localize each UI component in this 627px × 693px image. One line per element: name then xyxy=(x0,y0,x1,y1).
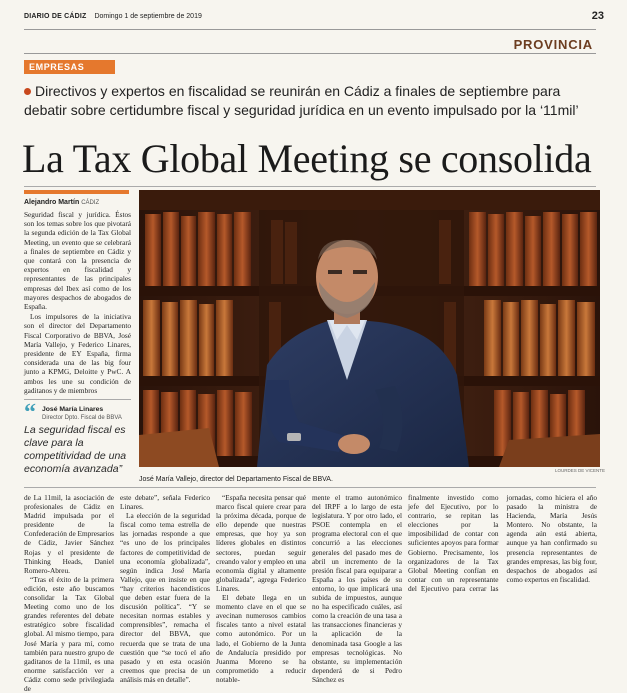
section-rule xyxy=(24,53,596,54)
photo-illustration xyxy=(139,190,600,467)
headline: La Tax Global Meeting se consolida xyxy=(22,136,592,181)
intro-column xyxy=(24,210,131,396)
body-paragraph: finalmente investido como jefe del Ejecutivo, por lo contrario, se repitan las elecciones por la imposibilidad de contar con suficientes apoyos para formar Gobierno. Precisamente, los organizadores de la Tax Global Meeting confían en contar con un representante del Ejecutivo para cerrar las jornadas, como hiciera el año pasado la ministra de Hacienda, María Jesús Montero. No obstante, la agenda aún está abierta, aunque ya han confirmado su presencia representantes de grandes empresas, las big four, despachos de abogados así como expertos en fiscalidad. xyxy=(408,493,597,593)
body-paragraph: mente el tramo autonómico del IRPF a lo largo de esta legislatura. Y por otro lado, el PSOE contempla en el programa electoral con el que concurrió a las elecciones generales del pasado mes de abril un incremento de la presión fiscal para equiparar a España a los países de su entorno, lo que implicará una subida de impuestos, aunque no ha especificado cuáles, así como la creación de una tasa a las transacciones financieras y la aplicación de la denominada tasa Google a las empresas tecnológicas. No obstante, su implementación dependerá de si Pedro Sánchez es xyxy=(312,493,402,684)
body-paragraph: El debate llega en un momento clave en el que se avecinan numerosos cambios fiscales tanto a nivel estatal como autonómico. Por un lado, el Gobierno de la Junta de Andalucía presidido por Juanma Moreno se ha comprometido a reducir notable- xyxy=(216,593,306,684)
quote-name: José María Linares xyxy=(42,406,104,413)
body-rule xyxy=(24,487,596,488)
intro-paragraph: Los impulsores de la iniciativa son el director del Departamento Fiscal Corporativo de BBVA, José María Vallejo, y Federico Linares, presidente de EY España, firma considerada una de las big four junto a KPMG, Deloitte y PwC. A ambos les une su condición de gaditanos y de miembros xyxy=(24,312,131,395)
intro-paragraph: Seguridad fiscal y jurídica. Éstos son los temas sobre los que pivotará la segunda edición de la Tax Global Meeting, un evento que se celebrará a finales de septiembre en Cádiz y que contará con la presencia de expertos en fiscalidad y representantes de las principales empresas del Ibex así como de los mayores despachos de abogados de España. xyxy=(24,210,131,312)
body-paragraph: este debate”, señala Federico Linares. xyxy=(120,493,210,512)
bullet-dot-icon xyxy=(24,88,31,95)
kicker xyxy=(24,82,599,120)
body-column xyxy=(24,493,114,693)
issue-date: Domingo 1 de septiembre de 2019 xyxy=(94,13,202,20)
body-paragraph: La elección de la seguridad fiscal como tema estrella de las jornadas responde a que “es uno de los principales factores de competitividad de una economía globalizada”, según indica José María Vallejo, que en insiste en que “hay criterios hacendísticos que deben estar fuera de la discusión política”. “Y se necesitan normas estables y comprensibles”, remacha el director del BBVA, que recuerda que se trata de una cuestión que “se tocó el año pasado y en esta ocasión creemos que precisa de un análisis más en detalle”. xyxy=(120,511,210,684)
category-tag: EMPRESAS xyxy=(24,60,115,74)
page-number: 23 xyxy=(591,10,604,22)
quote-role: Director Dpto. Fiscal de BBVA xyxy=(42,415,122,421)
body-paragraph: “España necesita pensar qué marco fiscal quiere crear para la próxima década, porque de ello depende que nuestras empresas, que hoy ya son líderes globales en distintos sectores, puedan seguir creando valor y empleo en una economía digital y altamente globalizada”, agrega Federico Linares. xyxy=(216,493,306,593)
body-column xyxy=(312,493,402,684)
body-paragraph: “Tras el éxito de la primera edición, este año buscamos consolidar la Tax Global Meeting como uno de los grandes referentes del debate estratégico sobre fiscalidad global. Al mismo tiempo, para José María y para mí, como también para nuestro grupo de gaditanos de la 11mil, es una enorme satisfacción ver a Cádiz como sede privilegiada de xyxy=(24,574,114,693)
photo-credit: LOURDES DE VICENTE xyxy=(555,468,606,473)
article-photo xyxy=(139,190,600,467)
quote-mark-icon: “ xyxy=(24,400,36,426)
quote-rule xyxy=(24,399,131,400)
byline xyxy=(24,199,134,206)
headline-rule xyxy=(24,186,596,187)
body-column xyxy=(216,493,306,684)
section-title: PROVINCIA xyxy=(513,37,593,52)
body-column xyxy=(408,493,597,593)
photo-caption: José María Vallejo, director del Departamento Fiscal de BBVA. xyxy=(139,476,333,483)
body-column xyxy=(120,493,210,684)
kicker-text: Directivos y expertos en fiscalidad se reunirán en Cádiz a finales de septiembre para debatir sobre certidumbre fiscal y seguridad jurídica en un evento impulsado por la ‘11mil’ xyxy=(24,83,579,118)
pull-quote: La seguridad fiscal es clave para la competitividad de una economía avanzada” xyxy=(24,424,127,475)
author-name: Alejandro Martín xyxy=(24,199,80,206)
byline-location: CÁDIZ xyxy=(81,200,100,206)
top-rule xyxy=(24,29,596,30)
byline-accent-bar xyxy=(24,190,129,194)
quote-attribution xyxy=(42,406,137,422)
newspaper-name: DIARIO DE CÁDIZ xyxy=(24,13,87,20)
body-paragraph: de La 11mil, la asociación de profesionales de Cádiz en Madrid impulsada por el presidente de la Confederación de Empresarios de Cádiz, Javier Sánchez Rojas y el presidente de Thinking Heads, Daniel Romero-Abreu. xyxy=(24,493,114,575)
masthead xyxy=(24,10,604,27)
